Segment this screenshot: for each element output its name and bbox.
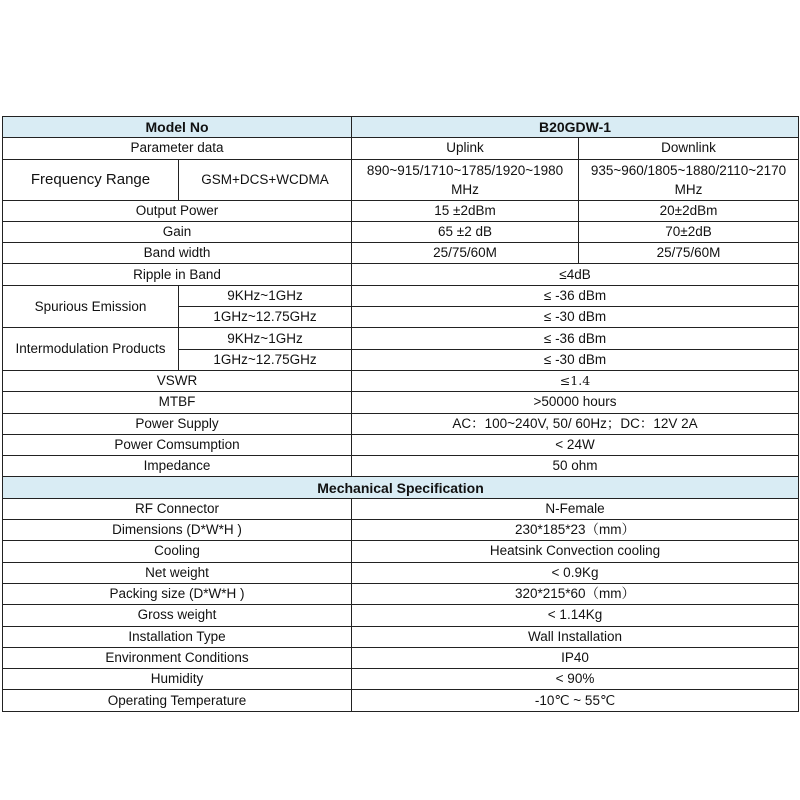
dimensions-value: 230*185*23（mm） [352, 520, 799, 541]
frequency-downlink: 935~960/1805~1880/2110~2170 MHz [579, 159, 799, 200]
vswr-value: ≤1.4 [352, 370, 799, 391]
power-supply-label: Power Supply [3, 413, 352, 434]
intermod-label: Intermodulation Products [3, 328, 179, 371]
environment-label: Environment Conditions [3, 647, 352, 668]
net-weight-value: < 0.9Kg [352, 562, 799, 583]
ripple-value: ≤4dB [352, 264, 799, 285]
table-row [3, 285, 799, 306]
table-row [3, 626, 799, 647]
gross-weight-value: < 1.14Kg [352, 605, 799, 626]
rf-connector-value: N-Female [352, 498, 799, 519]
power-consumption-label: Power Comsumption [3, 434, 352, 455]
table-row [3, 456, 799, 477]
table-row [3, 605, 799, 626]
power-consumption-value: < 24W [352, 434, 799, 455]
table-row [3, 562, 799, 583]
uplink-label: Uplink [352, 138, 579, 159]
intermod-range-2: 1GHz~12.75GHz [179, 349, 352, 370]
parameter-label: Parameter data [3, 138, 352, 159]
rf-connector-label: RF Connector [3, 498, 352, 519]
table-row [3, 647, 799, 668]
table-row [3, 392, 799, 413]
frequency-band: GSM+DCS+WCDMA [179, 159, 352, 200]
bandwidth-label: Band width [3, 243, 352, 264]
gain-downlink: 70±2dB [579, 221, 799, 242]
humidity-value: < 90% [352, 669, 799, 690]
mtbf-value: >50000 hours [352, 392, 799, 413]
subheader-row [3, 138, 799, 159]
table-row [3, 370, 799, 391]
table-row [3, 541, 799, 562]
table-row [3, 264, 799, 285]
impedance-value: 50 ohm [352, 456, 799, 477]
impedance-label: Impedance [3, 456, 352, 477]
operating-temperature-value: -10℃ ~ 55℃ [352, 690, 799, 711]
mechanical-title: Mechanical Specification [3, 477, 799, 498]
packing-size-label: Packing size (D*W*H ) [3, 583, 352, 604]
mechanical-header-row [3, 477, 799, 498]
table-row [3, 413, 799, 434]
intermod-value-2: ≤ -30 dBm [352, 349, 799, 370]
table-row [3, 583, 799, 604]
cooling-value: Heatsink Convection cooling [352, 541, 799, 562]
bandwidth-uplink: 25/75/60M [352, 243, 579, 264]
mtbf-label: MTBF [3, 392, 352, 413]
intermod-range-1: 9KHz~1GHz [179, 328, 352, 349]
ripple-label: Ripple in Band [3, 264, 352, 285]
humidity-label: Humidity [3, 669, 352, 690]
spurious-range-2: 1GHz~12.75GHz [179, 307, 352, 328]
model-label: Model No [3, 117, 352, 138]
gain-label: Gain [3, 221, 352, 242]
output-power-downlink: 20±2dBm [579, 200, 799, 221]
spurious-value-2: ≤ -30 dBm [352, 307, 799, 328]
dimensions-label: Dimensions (D*W*H ) [3, 520, 352, 541]
power-supply-value: AC：100~240V, 50/ 60Hz；DC：12V 2A [352, 413, 799, 434]
intermod-value-1: ≤ -36 dBm [352, 328, 799, 349]
header-row [3, 117, 799, 138]
spurious-label: Spurious Emission [3, 285, 179, 328]
frequency-label: Frequency Range [3, 159, 179, 200]
frequency-row [3, 159, 799, 200]
installation-type-value: Wall Installation [352, 626, 799, 647]
table-row [3, 520, 799, 541]
spurious-value-1: ≤ -36 dBm [352, 285, 799, 306]
table-row [3, 498, 799, 519]
cooling-label: Cooling [3, 541, 352, 562]
table-row [3, 328, 799, 349]
spec-table [2, 116, 799, 712]
downlink-label: Downlink [579, 138, 799, 159]
table-row [3, 200, 799, 221]
spurious-range-1: 9KHz~1GHz [179, 285, 352, 306]
output-power-uplink: 15 ±2dBm [352, 200, 579, 221]
table-row [3, 690, 799, 711]
table-row [3, 669, 799, 690]
model-value: B20GDW-1 [352, 117, 799, 138]
operating-temperature-label: Operating Temperature [3, 690, 352, 711]
installation-type-label: Installation Type [3, 626, 352, 647]
frequency-uplink: 890~915/1710~1785/1920~1980 MHz [352, 159, 579, 200]
table-row [3, 221, 799, 242]
vswr-label: VSWR [3, 370, 352, 391]
environment-value: IP40 [352, 647, 799, 668]
gross-weight-label: Gross weight [3, 605, 352, 626]
bandwidth-downlink: 25/75/60M [579, 243, 799, 264]
gain-uplink: 65 ±2 dB [352, 221, 579, 242]
net-weight-label: Net weight [3, 562, 352, 583]
table-row [3, 434, 799, 455]
output-power-label: Output Power [3, 200, 352, 221]
packing-size-value: 320*215*60（mm） [352, 583, 799, 604]
table-row [3, 243, 799, 264]
